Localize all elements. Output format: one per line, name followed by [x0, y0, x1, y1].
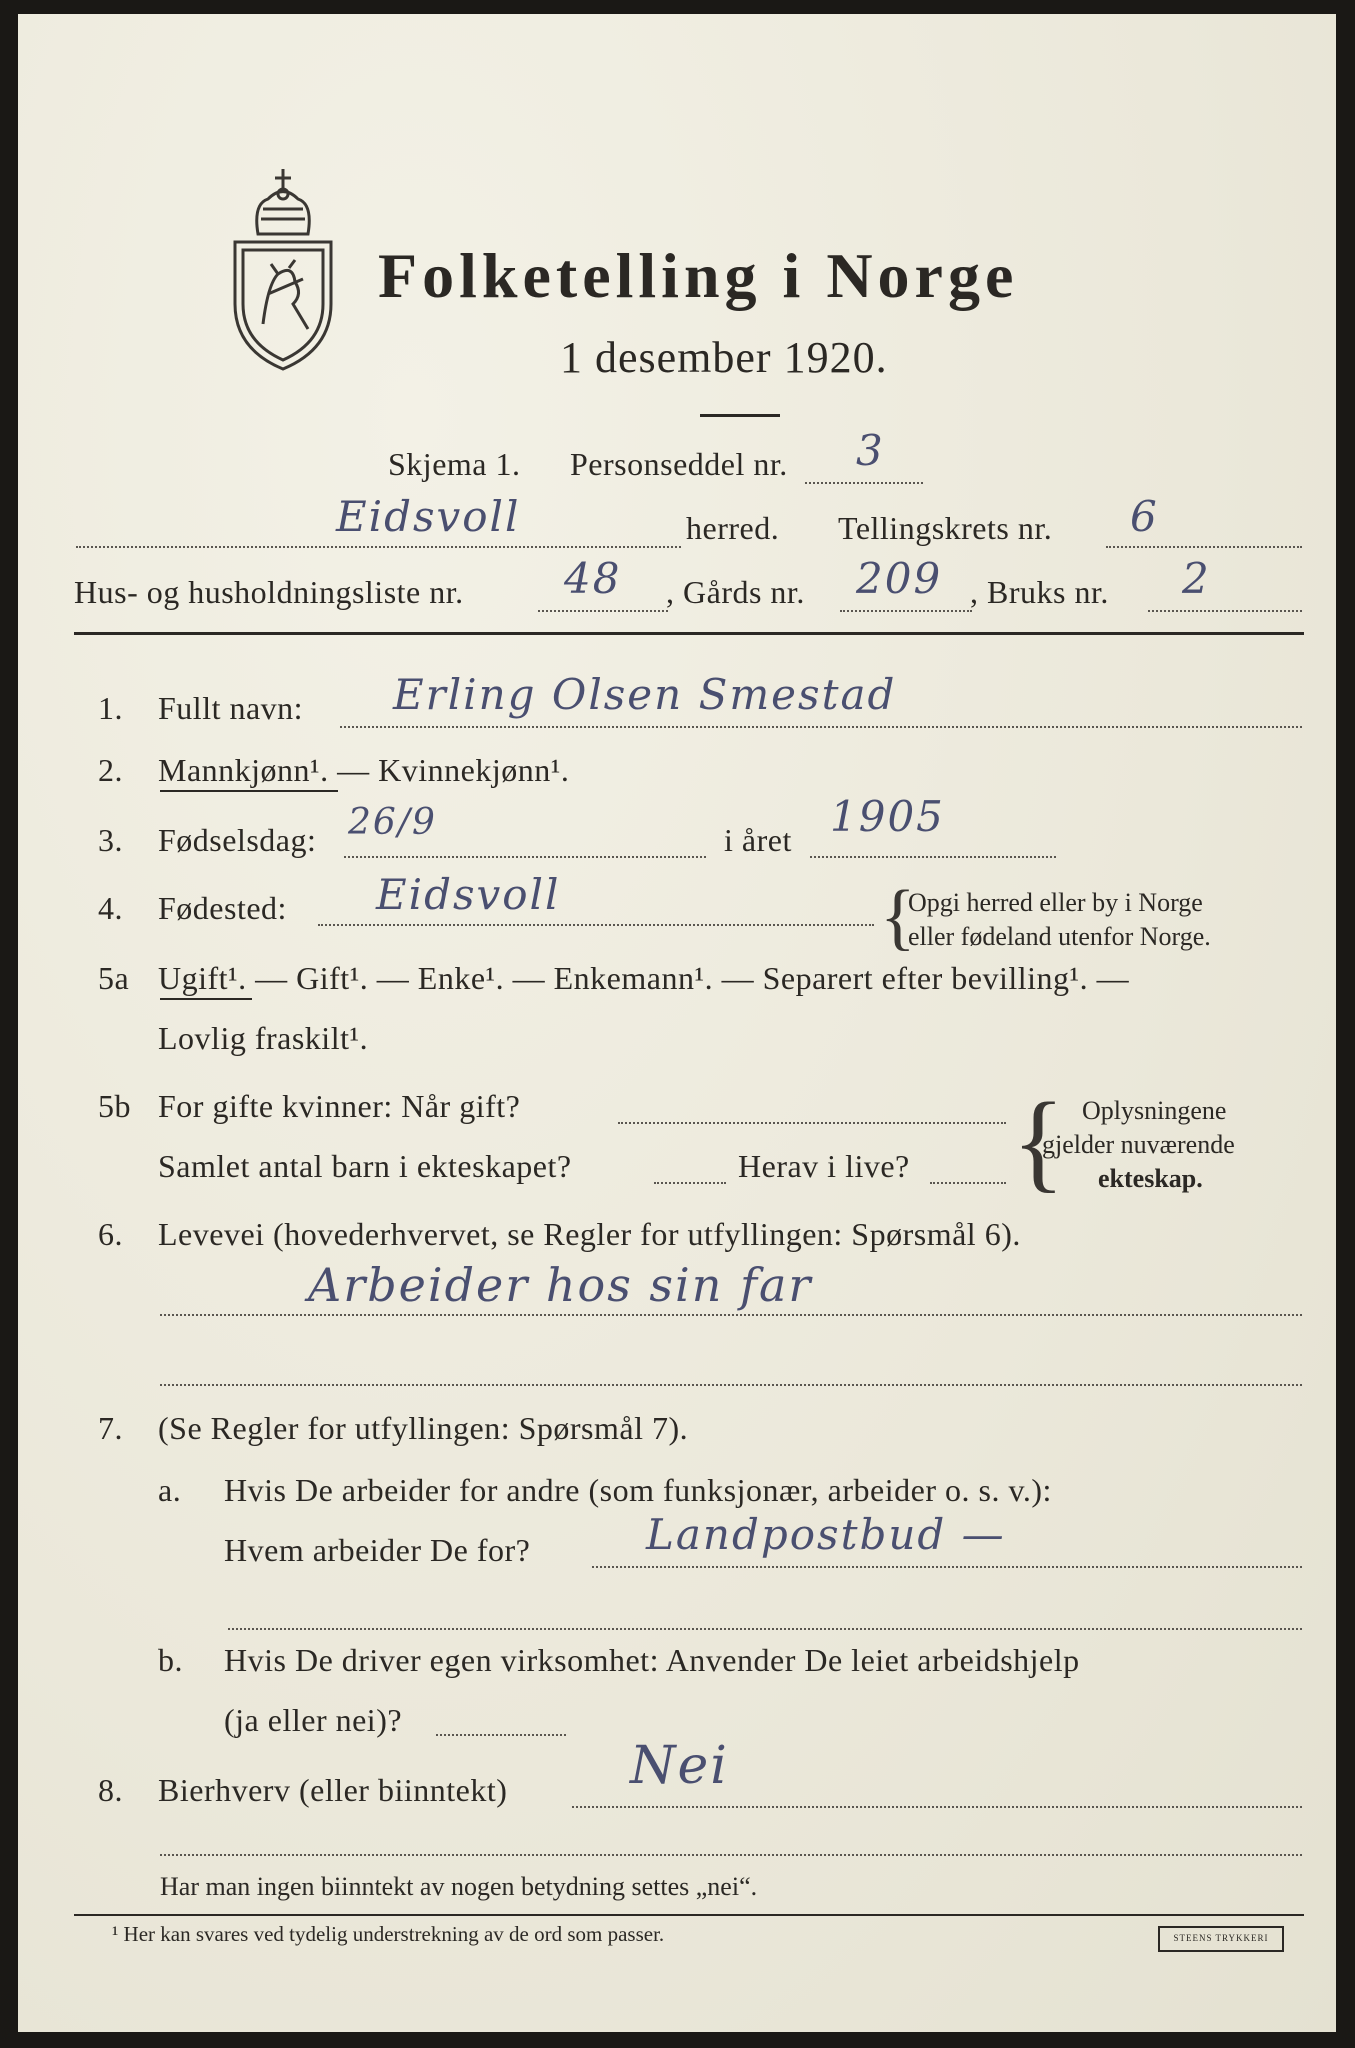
- q2-label: Mannkjønn¹. — Kvinnekjønn¹.: [158, 752, 570, 788]
- q7a-line-2: Hvem arbeider De for?: [224, 1532, 531, 1568]
- q5b-alive-line: [930, 1182, 1006, 1184]
- skjema-label: Skjema 1.: [388, 446, 521, 482]
- q1-number: 1.: [98, 690, 123, 726]
- q5a-line-2: Lovlig fraskilt¹.: [158, 1020, 369, 1056]
- form-title: Folketelling i Norge: [378, 240, 1019, 311]
- q8-line-2: [160, 1854, 1302, 1856]
- gards-line: [840, 610, 972, 612]
- q7a-line: [592, 1566, 1302, 1568]
- q1-value[interactable]: Erling Olsen Smestad: [393, 670, 897, 719]
- bruks-line: [1148, 610, 1302, 612]
- personseddel-line: [805, 482, 923, 484]
- q3-value[interactable]: 26/9: [348, 802, 437, 843]
- q2-underline: [160, 790, 338, 792]
- footer-divider: [74, 1914, 1304, 1916]
- coat-of-arms-icon: [223, 164, 343, 374]
- q3-year-label: i året: [724, 822, 792, 858]
- q4-note-1: Opgi herred eller by i Norge: [908, 888, 1203, 917]
- footnote: ¹ Her kan svares ved tydelig understrekning av de ord som passer.: [112, 1922, 665, 1946]
- q5a-number: 5a: [98, 960, 130, 996]
- q6-label: Levevei (hovederhvervet, se Regler for utfyllingen: Spørsmål 6).: [158, 1216, 1021, 1252]
- q7a-value[interactable]: Landpostbud —: [646, 1510, 1006, 1559]
- q4-label: Fødested:: [158, 890, 287, 926]
- q7a-number: a.: [158, 1472, 182, 1508]
- q7-number: 7.: [98, 1410, 123, 1446]
- q6-line-1: [160, 1314, 1302, 1316]
- q4-brace: {: [880, 876, 916, 958]
- herred-line: [76, 546, 681, 548]
- q5a-line-1: Ugift¹. — Gift¹. — Enke¹. — Enkemann¹. — Separert efter bevilling¹. —: [158, 960, 1130, 996]
- herred-label: herred.: [686, 510, 780, 546]
- q5b-line-1: For gifte kvinner: Når gift?: [158, 1088, 521, 1124]
- q5a-underline: [160, 998, 252, 1000]
- q3-number: 3.: [98, 822, 123, 858]
- bruks-label: , Bruks nr.: [970, 574, 1109, 610]
- q3-year-value[interactable]: 1905: [830, 792, 945, 841]
- q3-year-line: [810, 856, 1056, 858]
- q2-number: 2.: [98, 752, 123, 788]
- q3-line: [344, 856, 706, 858]
- q5b-line-2: Samlet antal barn i ekteskapet?: [158, 1148, 572, 1184]
- q7-label: (Se Regler for utfyllingen: Spørsmål 7).: [158, 1410, 689, 1446]
- q7b-number: b.: [158, 1642, 183, 1678]
- form-date: 1 desember 1920.: [560, 333, 888, 382]
- q5b-note-2: gjelder nuværende: [1042, 1130, 1235, 1159]
- personseddel-value[interactable]: 3: [856, 426, 885, 475]
- tellingskrets-value[interactable]: 6: [1130, 492, 1159, 541]
- q1-line: [340, 726, 1302, 728]
- q7b-line-2: (ja eller nei)?: [224, 1702, 403, 1738]
- hus-value[interactable]: 48: [564, 554, 622, 603]
- q5b-brace: {: [1012, 1080, 1065, 1202]
- q7a-line-1: Hvis De arbeider for andre (som funksjonær, arbeider o. s. v.):: [224, 1472, 1052, 1508]
- tellingskrets-label: Tellingskrets nr.: [838, 510, 1053, 546]
- q8-number: 8.: [98, 1772, 123, 1808]
- q8-value[interactable]: Nei: [630, 1736, 729, 1796]
- q7a-line-2-dots: [228, 1628, 1302, 1630]
- herred-value[interactable]: Eidsvoll: [336, 492, 521, 541]
- header-divider: [74, 632, 1304, 635]
- hus-line: [538, 610, 668, 612]
- q5b-number: 5b: [98, 1088, 131, 1124]
- q4-number: 4.: [98, 890, 123, 926]
- bruks-value[interactable]: 2: [1182, 554, 1211, 603]
- q7b-line: [436, 1734, 566, 1736]
- q5b-line-2b: Herav i live?: [738, 1148, 910, 1184]
- personseddel-label: Personseddel nr.: [570, 446, 788, 482]
- q6-number: 6.: [98, 1216, 123, 1252]
- census-form: [18, 14, 1336, 2032]
- q7b-line-1: Hvis De driver egen virksomhet: Anvender De leiet arbeidshjelp: [224, 1642, 1080, 1678]
- q5b-note-1: Oplysningene: [1082, 1096, 1227, 1125]
- q8-line: [572, 1806, 1302, 1808]
- q4-value[interactable]: Eidsvoll: [376, 870, 561, 919]
- q6-line-2: [160, 1384, 1302, 1386]
- q1-label: Fullt navn:: [158, 690, 304, 726]
- q8-note: Har man ingen biinntekt av nogen betydning settes „nei“.: [160, 1872, 758, 1901]
- q3-label: Fødselsdag:: [158, 822, 317, 858]
- q6-value[interactable]: Arbeider hos sin far: [308, 1258, 813, 1312]
- printer-stamp: STEENS TRYKKERI: [1158, 1926, 1284, 1952]
- hus-label: Hus- og husholdningsliste nr.: [74, 574, 464, 610]
- q5b-children-line: [654, 1182, 726, 1184]
- q4-line: [318, 924, 874, 926]
- q4-note-2: eller fødeland utenfor Norge.: [908, 922, 1211, 951]
- tellingskrets-line: [1106, 546, 1302, 548]
- q5b-married-line: [618, 1122, 1006, 1124]
- q8-label: Bierhverv (eller biinntekt): [158, 1772, 508, 1808]
- gards-label: , Gårds nr.: [666, 574, 805, 610]
- gards-value[interactable]: 209: [856, 554, 943, 603]
- q5b-note-3: ekteskap.: [1098, 1164, 1203, 1193]
- title-divider: [700, 414, 780, 417]
